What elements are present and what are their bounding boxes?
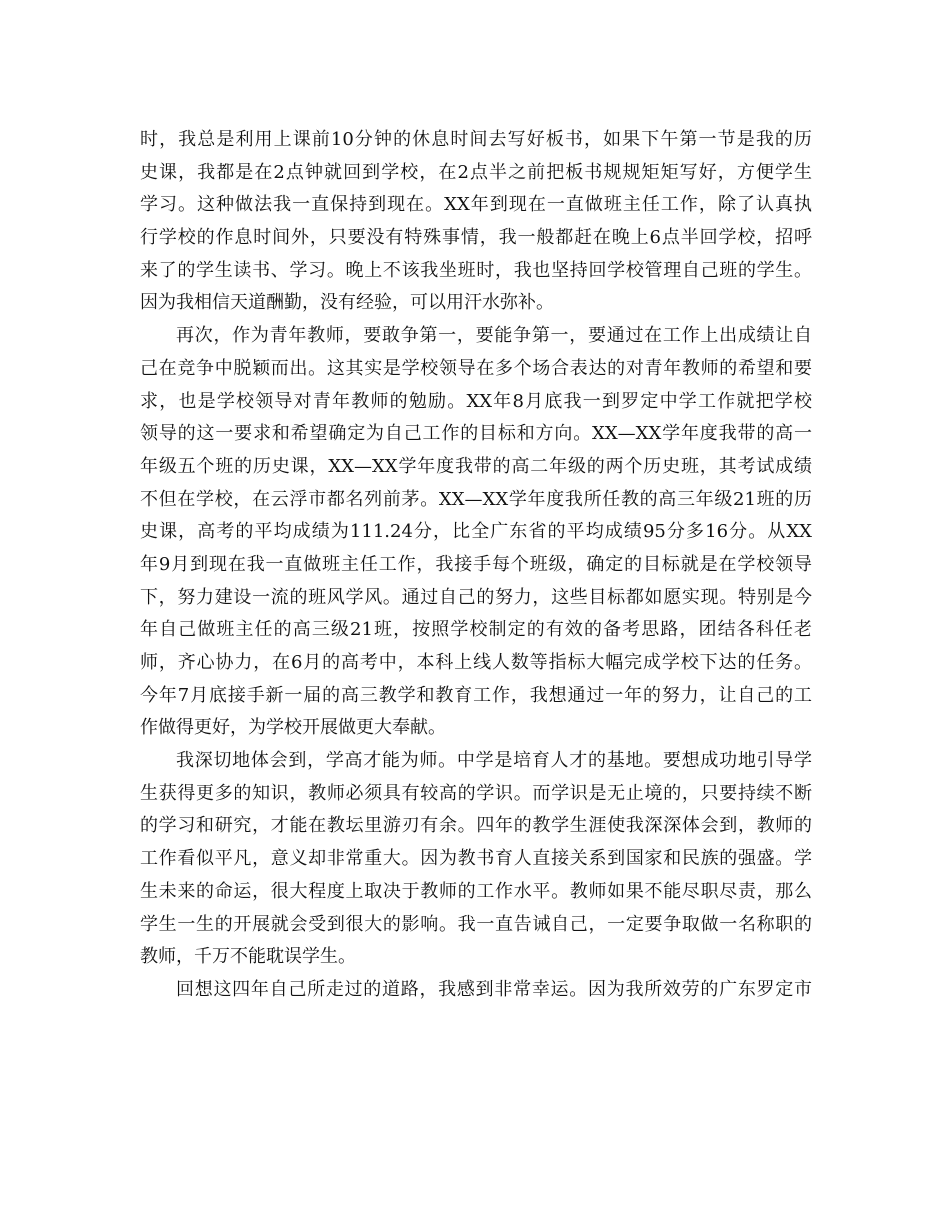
text-line: 不但在学校，在云浮市都名列前茅。XX—XX学年度我所任教的高三年级21班的历 — [140, 488, 812, 510]
text-line: 今年7月底接手新一届的高三教学和教育工作，我想通过一年的努力，让自己的工 — [140, 684, 812, 706]
text-line: 史课，我都是在2点钟就回到学校，在2点半之前把板书规规矩矩写好，方便学生 — [140, 161, 812, 183]
text-line: 年级五个班的历史课，XX—XX学年度我带的高二年级的两个历史班，其考试成绩 — [140, 455, 812, 477]
text-line: 年9月到现在我一直做班主任工作，我接手每个班级，确定的目标就是在学校领导 — [140, 553, 812, 575]
text-line: 己在竞争中脱颖而出。这其实是学校领导在多个场合表达的对青年教师的希望和要 — [140, 357, 812, 379]
paragraph — [140, 124, 812, 320]
text-line: 学习。这种做法我一直保持到现在。XX年到现在一直做班主任工作，除了认真执 — [140, 194, 812, 216]
text-line: 来了的学生读书、学习。晚上不该我坐班时，我也坚持回学校管理自己班的学生。 — [140, 259, 812, 281]
text-line: 生获得更多的知识，教师必须具有较高的学识。而学识是无止境的，只要持续不断 — [140, 782, 812, 804]
text-line: 因为我相信天道酬勤，没有经验，可以用汗水弥补。 — [140, 292, 554, 314]
paragraph — [140, 974, 812, 1007]
document-body — [140, 124, 812, 1007]
text-line: 史课，高考的平均成绩为111.24分，比全广东省的平均成绩95分多16分。从XX — [140, 521, 812, 543]
text-line: 行学校的作息时间外，只要没有特殊事情，我一般都赶在晚上6点半回学校，招呼 — [140, 227, 812, 249]
text-line: 作做得更好，为学校开展做更大奉献。 — [140, 717, 446, 739]
text-line: 生未来的命运，很大程度上取决于教师的工作水平。教师如果不能尽职尽责，那么 — [140, 880, 812, 902]
text-line: 回想这四年自己所走过的道路，我感到非常幸运。因为我所效劳的广东罗定市 — [176, 978, 812, 1000]
text-line: 年自己做班主任的高三级21班，按照学校制定的有效的备考思路，团结各科任老 — [140, 619, 812, 641]
text-line: 求，也是学校领导对青年教师的勉励。XX年8月底我一到罗定中学工作就把学校 — [140, 390, 812, 412]
paragraph — [140, 745, 812, 974]
text-line: 下，努力建设一流的班风学风。通过自己的努力，这些目标都如愿实现。特别是今 — [140, 586, 812, 608]
text-line: 我深切地体会到，学高才能为师。中学是培育人才的基地。要想成功地引导学 — [176, 750, 812, 772]
text-line: 时，我总是利用上课前10分钟的休息时间去写好板书，如果下午第一节是我的历 — [140, 129, 812, 150]
text-line: 教师，千万不能耽误学生。 — [140, 946, 356, 968]
text-line: 工作看似平凡，意义却非常重大。因为教书育人直接关系到国家和民族的强盛。学 — [140, 848, 812, 870]
text-line: 的学习和研究，才能在教坛里游刃有余。四年的教学生涯使我深深体会到，教师的 — [140, 815, 812, 837]
text-line: 师，齐心协力，在6月的高考中，本科上线人数等指标大幅完成学校下达的任务。 — [140, 652, 812, 673]
paragraph — [140, 320, 812, 745]
text-line: 再次，作为青年教师，要敢争第一，要能争第一，要通过在工作上出成绩让自 — [176, 325, 812, 347]
text-line: 领导的这一要求和希望确定为自己工作的目标和方向。XX—XX学年度我带的高一 — [140, 423, 812, 445]
text-line: 学生一生的开展就会受到很大的影响。我一直告诫自己，一定要争取做一名称职的 — [140, 913, 812, 935]
